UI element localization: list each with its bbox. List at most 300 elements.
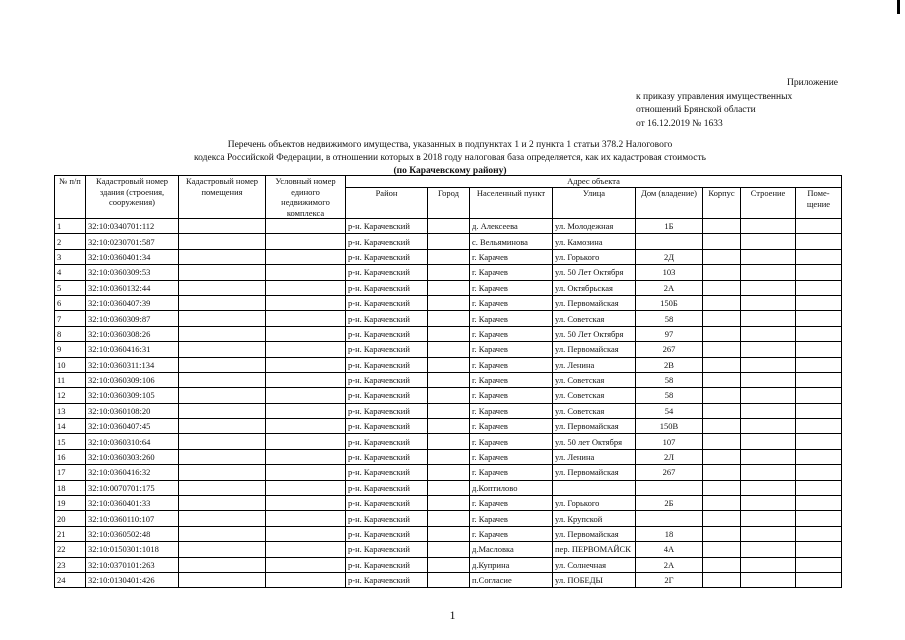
room-cell [796,480,842,495]
cadastral-number-cell: 32:10:0360407:45 [86,419,179,434]
street-cell: ул. Горького [553,249,636,264]
cadastral-number-cell: 32:10:0360310:64 [86,434,179,449]
building-cell [741,357,796,372]
district-cell: р-н. Карачевский [346,249,428,264]
complex-number-cell [266,449,346,464]
house-cell: 107 [636,434,703,449]
locality-cell: г. Карачев [470,326,553,341]
complex-number-cell [266,295,346,310]
row-number-cell: 8 [55,326,86,341]
house-cell: 97 [636,326,703,341]
appendix-line: от 16.12.2019 № 1633 [636,118,723,129]
locality-cell: г. Карачев [470,496,553,511]
district-cell: р-н. Карачевский [346,403,428,418]
street-cell: ул. 50 Лет Октября [553,265,636,280]
building-cell [741,372,796,387]
room-cadastral-cell [179,511,266,526]
locality-cell: г. Карачев [470,265,553,280]
cadastral-number-cell: 32:10:0130401:426 [86,572,179,587]
street-cell: ул. Ленина [553,449,636,464]
korpus-cell [703,434,741,449]
room-cadastral-cell [179,403,266,418]
korpus-cell [703,511,741,526]
complex-number-cell [266,265,346,280]
appendix-line: к приказу управления имущественных [636,91,793,102]
korpus-cell [703,572,741,587]
table-row [55,388,842,403]
locality-cell: г. Карачев [470,311,553,326]
complex-number-cell [266,480,346,495]
house-cell: 2В [636,357,703,372]
korpus-cell [703,465,741,480]
city-cell [428,219,470,234]
cadastral-number-cell: 32:10:0360309:105 [86,388,179,403]
room-cell [796,311,842,326]
district-cell: р-н. Карачевский [346,480,428,495]
room-cadastral-cell [179,295,266,310]
room-cadastral-cell [179,434,266,449]
building-cell [741,557,796,572]
district-cell: р-н. Карачевский [346,265,428,280]
header-complex-num: Условный номер единого недвижимого комплекса [266,176,346,219]
room-cadastral-cell [179,449,266,464]
row-number-cell: 9 [55,342,86,357]
locality-cell: с. Вельяминова [470,234,553,249]
header-address-group: Адрес объекта [346,176,842,188]
table-row [55,557,842,572]
house-cell: 58 [636,388,703,403]
row-number-cell: 4 [55,265,86,280]
district-cell: р-н. Карачевский [346,280,428,295]
building-cell [741,419,796,434]
building-cell [741,311,796,326]
cadastral-number-cell: 32:10:0230701:587 [86,234,179,249]
header-district: Район [346,188,428,219]
house-cell: 2Г [636,572,703,587]
city-cell [428,234,470,249]
city-cell [428,388,470,403]
complex-number-cell [266,372,346,387]
korpus-cell [703,526,741,541]
house-cell: 18 [636,526,703,541]
room-cadastral-cell [179,280,266,295]
building-cell [741,326,796,341]
table-row [55,342,842,357]
locality-cell: г. Карачев [470,403,553,418]
house-cell: 267 [636,465,703,480]
cadastral-number-cell: 32:10:0360309:53 [86,265,179,280]
table-row [55,357,842,372]
building-cell [741,295,796,310]
cadastral-number-cell: 32:10:0360401:33 [86,496,179,511]
table-row [55,419,842,434]
city-cell [428,326,470,341]
building-cell [741,542,796,557]
table-row [55,311,842,326]
building-cell [741,434,796,449]
korpus-cell [703,311,741,326]
cadastral-number-cell: 32:10:0360309:87 [86,311,179,326]
room-cell [796,280,842,295]
room-cell [796,249,842,264]
header-street: Улица [553,188,636,219]
room-cadastral-cell [179,265,266,280]
table-row [55,511,842,526]
house-cell: 2Д [636,249,703,264]
room-cell [796,357,842,372]
locality-cell: д. Алексеева [470,219,553,234]
room-cell [796,388,842,403]
city-cell [428,434,470,449]
header-room-cad: Кадастровый номер помещения [179,176,266,219]
korpus-cell [703,388,741,403]
house-cell [636,480,703,495]
street-cell: ул. Советская [553,372,636,387]
district-cell: р-н. Карачевский [346,542,428,557]
house-cell: 58 [636,311,703,326]
city-cell [428,372,470,387]
district-cell: р-н. Карачевский [346,342,428,357]
building-cell [741,234,796,249]
city-cell [428,280,470,295]
locality-cell: г. Карачев [470,280,553,295]
complex-number-cell [266,234,346,249]
house-cell: 2А [636,557,703,572]
row-number-cell: 11 [55,372,86,387]
korpus-cell [703,496,741,511]
table-row [55,496,842,511]
district-cell: р-н. Карачевский [346,434,428,449]
room-cell [796,234,842,249]
complex-number-cell [266,542,346,557]
house-cell: 267 [636,342,703,357]
header-building-cad: Кадастровый номер здания (строения, сооружения) [86,176,179,219]
room-cadastral-cell [179,249,266,264]
row-number-cell: 23 [55,557,86,572]
room-cadastral-cell [179,342,266,357]
korpus-cell [703,357,741,372]
korpus-cell [703,557,741,572]
house-cell: 150Б [636,295,703,310]
complex-number-cell [266,419,346,434]
district-cell: р-н. Карачевский [346,511,428,526]
cadastral-number-cell: 32:10:0360407:39 [86,295,179,310]
korpus-cell [703,419,741,434]
complex-number-cell [266,511,346,526]
complex-number-cell [266,526,346,541]
table-row [55,326,842,341]
house-cell: 4А [636,542,703,557]
room-cell [796,449,842,464]
house-cell [636,234,703,249]
street-cell: ул. Первомайская [553,295,636,310]
cadastral-number-cell: 32:10:0360309:106 [86,372,179,387]
complex-number-cell [266,496,346,511]
complex-number-cell [266,572,346,587]
room-cadastral-cell [179,388,266,403]
table-row [55,219,842,234]
row-number-cell: 6 [55,295,86,310]
cadastral-number-cell: 32:10:0360132:44 [86,280,179,295]
building-cell [741,526,796,541]
district-cell: р-н. Карачевский [346,388,428,403]
street-cell: ул. ПОБЕДЫ [553,572,636,587]
locality-cell: г. Карачев [470,449,553,464]
street-cell: ул. Камозина [553,234,636,249]
building-cell [741,280,796,295]
korpus-cell [703,219,741,234]
korpus-cell [703,234,741,249]
table-row [55,542,842,557]
district-cell: р-н. Карачевский [346,496,428,511]
room-cell [796,372,842,387]
row-number-cell: 14 [55,419,86,434]
korpus-cell [703,372,741,387]
district-cell: р-н. Карачевский [346,572,428,587]
street-cell: ул. Горького [553,496,636,511]
room-cell [796,403,842,418]
locality-cell: г. Карачев [470,342,553,357]
street-cell: ул. Первомайская [553,465,636,480]
city-cell [428,465,470,480]
city-cell [428,311,470,326]
building-cell [741,496,796,511]
row-number-cell: 10 [55,357,86,372]
complex-number-cell [266,403,346,418]
table-row [55,434,842,449]
room-cell [796,434,842,449]
cadastral-number-cell: 32:10:0360401:34 [86,249,179,264]
street-cell: ул. Солнечная [553,557,636,572]
korpus-cell [703,403,741,418]
street-cell: ул. Молодежная [553,219,636,234]
building-cell [741,388,796,403]
city-cell [428,249,470,264]
complex-number-cell [266,219,346,234]
heading-line: кодекса Российской Федерации, в отношении которых в 2018 году налоговая база определяется, как их кадастровая стоимость [194,153,706,163]
room-cadastral-cell [179,311,266,326]
header-locality: Населенный пункт [470,188,553,219]
row-number-cell: 15 [55,434,86,449]
street-cell: ул. Советская [553,403,636,418]
room-cadastral-cell [179,234,266,249]
street-cell: ул. Советская [553,388,636,403]
city-cell [428,496,470,511]
room-cell [796,342,842,357]
street-cell: пер. ПЕРВОМАЙСК [553,542,636,557]
header-city: Город [428,188,470,219]
room-cadastral-cell [179,542,266,557]
district-cell: р-н. Карачевский [346,526,428,541]
room-cell [796,465,842,480]
locality-cell: г. Карачев [470,295,553,310]
city-cell [428,526,470,541]
building-cell [741,449,796,464]
cadastral-number-cell: 32:10:0370101:263 [86,557,179,572]
room-cell [796,542,842,557]
cadastral-number-cell: 32:10:0360303:260 [86,449,179,464]
korpus-cell [703,265,741,280]
house-cell: 58 [636,372,703,387]
district-cell: р-н. Карачевский [346,357,428,372]
table-row [55,249,842,264]
street-cell: ул. Первомайская [553,342,636,357]
row-number-cell: 5 [55,280,86,295]
street-cell: ул. Первомайская [553,419,636,434]
complex-number-cell [266,249,346,264]
city-cell [428,480,470,495]
street-cell: ул. 50 лет Октября [553,434,636,449]
room-cell [796,265,842,280]
city-cell [428,357,470,372]
cadastral-number-cell: 32:10:0360311:134 [86,357,179,372]
house-cell: 1Б [636,219,703,234]
table-row [55,480,842,495]
city-cell [428,557,470,572]
city-cell [428,572,470,587]
row-number-cell: 20 [55,511,86,526]
row-number-cell: 1 [55,219,86,234]
row-number-cell: 24 [55,572,86,587]
table-body [55,219,842,588]
appendix-line: отношений Брянской области [636,105,756,115]
district-cell: р-н. Карачевский [346,326,428,341]
district-cell: р-н. Карачевский [346,295,428,310]
building-cell [741,511,796,526]
complex-number-cell [266,434,346,449]
room-cadastral-cell [179,496,266,511]
cadastral-number-cell: 32:10:0360416:32 [86,465,179,480]
cadastral-number-cell: 32:10:0150301:1018 [86,542,179,557]
header-korpus: Корпус [703,188,741,219]
korpus-cell [703,280,741,295]
room-cell [796,511,842,526]
locality-cell: г. Карачев [470,434,553,449]
room-cell [796,219,842,234]
appendix-title: Приложение [787,78,838,88]
locality-cell: г. Карачев [470,357,553,372]
cadastral-number-cell: 32:10:0070701:175 [86,480,179,495]
table-row [55,295,842,310]
cadastral-number-cell: 32:10:0340701:112 [86,219,179,234]
city-cell [428,342,470,357]
district-cell: р-н. Карачевский [346,234,428,249]
building-cell [741,219,796,234]
cadastral-number-cell: 32:10:0360502:48 [86,526,179,541]
building-cell [741,342,796,357]
street-cell: ул. Первомайская [553,526,636,541]
row-number-cell: 22 [55,542,86,557]
table-row [55,465,842,480]
house-cell: 54 [636,403,703,418]
locality-cell: г. Карачев [470,249,553,264]
row-number-cell: 12 [55,388,86,403]
row-number-cell: 3 [55,249,86,264]
locality-cell: д.Масловка [470,542,553,557]
row-number-cell: 17 [55,465,86,480]
district-cell: р-н. Карачевский [346,557,428,572]
room-cadastral-cell [179,480,266,495]
building-cell [741,265,796,280]
table-row [55,526,842,541]
property-table [54,175,842,588]
room-cadastral-cell [179,557,266,572]
korpus-cell [703,480,741,495]
street-cell: ул. Крупской [553,511,636,526]
room-cadastral-cell [179,572,266,587]
locality-cell: г. Карачев [470,419,553,434]
table-row [55,265,842,280]
row-number-cell: 18 [55,480,86,495]
complex-number-cell [266,311,346,326]
district-cell: р-н. Карачевский [346,219,428,234]
document-heading [150,139,750,178]
city-cell [428,295,470,310]
row-number-cell: 21 [55,526,86,541]
table-row [55,572,842,587]
district-cell: р-н. Карачевский [346,419,428,434]
room-cadastral-cell [179,326,266,341]
appendix-block [636,77,838,131]
row-number-cell: 2 [55,234,86,249]
heading-subtitle: (по Карачевскому району) [393,166,507,176]
table-row [55,403,842,418]
house-cell [636,511,703,526]
room-cadastral-cell [179,526,266,541]
house-cell: 2Б [636,496,703,511]
locality-cell: д.Коптилово [470,480,553,495]
row-number-cell: 16 [55,449,86,464]
room-cadastral-cell [179,357,266,372]
room-cadastral-cell [179,219,266,234]
korpus-cell [703,542,741,557]
table-row [55,234,842,249]
room-cell [796,419,842,434]
city-cell [428,511,470,526]
house-cell: 2Л [636,449,703,464]
header-room: Поме-щение [796,188,842,219]
house-cell: 2А [636,280,703,295]
street-cell: ул. Октябрьская [553,280,636,295]
page-number: 1 [449,608,456,622]
district-cell: р-н. Карачевский [346,449,428,464]
building-cell [741,465,796,480]
city-cell [428,403,470,418]
header-house: Дом (владение) [636,188,703,219]
cadastral-number-cell: 32:10:0360416:31 [86,342,179,357]
table-row [55,449,842,464]
table-row [55,280,842,295]
building-cell [741,249,796,264]
cadastral-number-cell: 32:10:0360110:107 [86,511,179,526]
street-cell: ул. 50 Лет Октября [553,326,636,341]
locality-cell: г. Карачев [470,526,553,541]
house-cell: 103 [636,265,703,280]
building-cell [741,480,796,495]
locality-cell: г. Карачев [470,372,553,387]
street-cell: ул. Ленина [553,357,636,372]
city-cell [428,419,470,434]
cadastral-number-cell: 32:10:0360108:20 [86,403,179,418]
district-cell: р-н. Карачевский [346,465,428,480]
room-cell [796,557,842,572]
korpus-cell [703,449,741,464]
locality-cell: г. Карачев [470,511,553,526]
locality-cell: г. Карачев [470,465,553,480]
complex-number-cell [266,357,346,372]
room-cell [796,526,842,541]
city-cell [428,542,470,557]
